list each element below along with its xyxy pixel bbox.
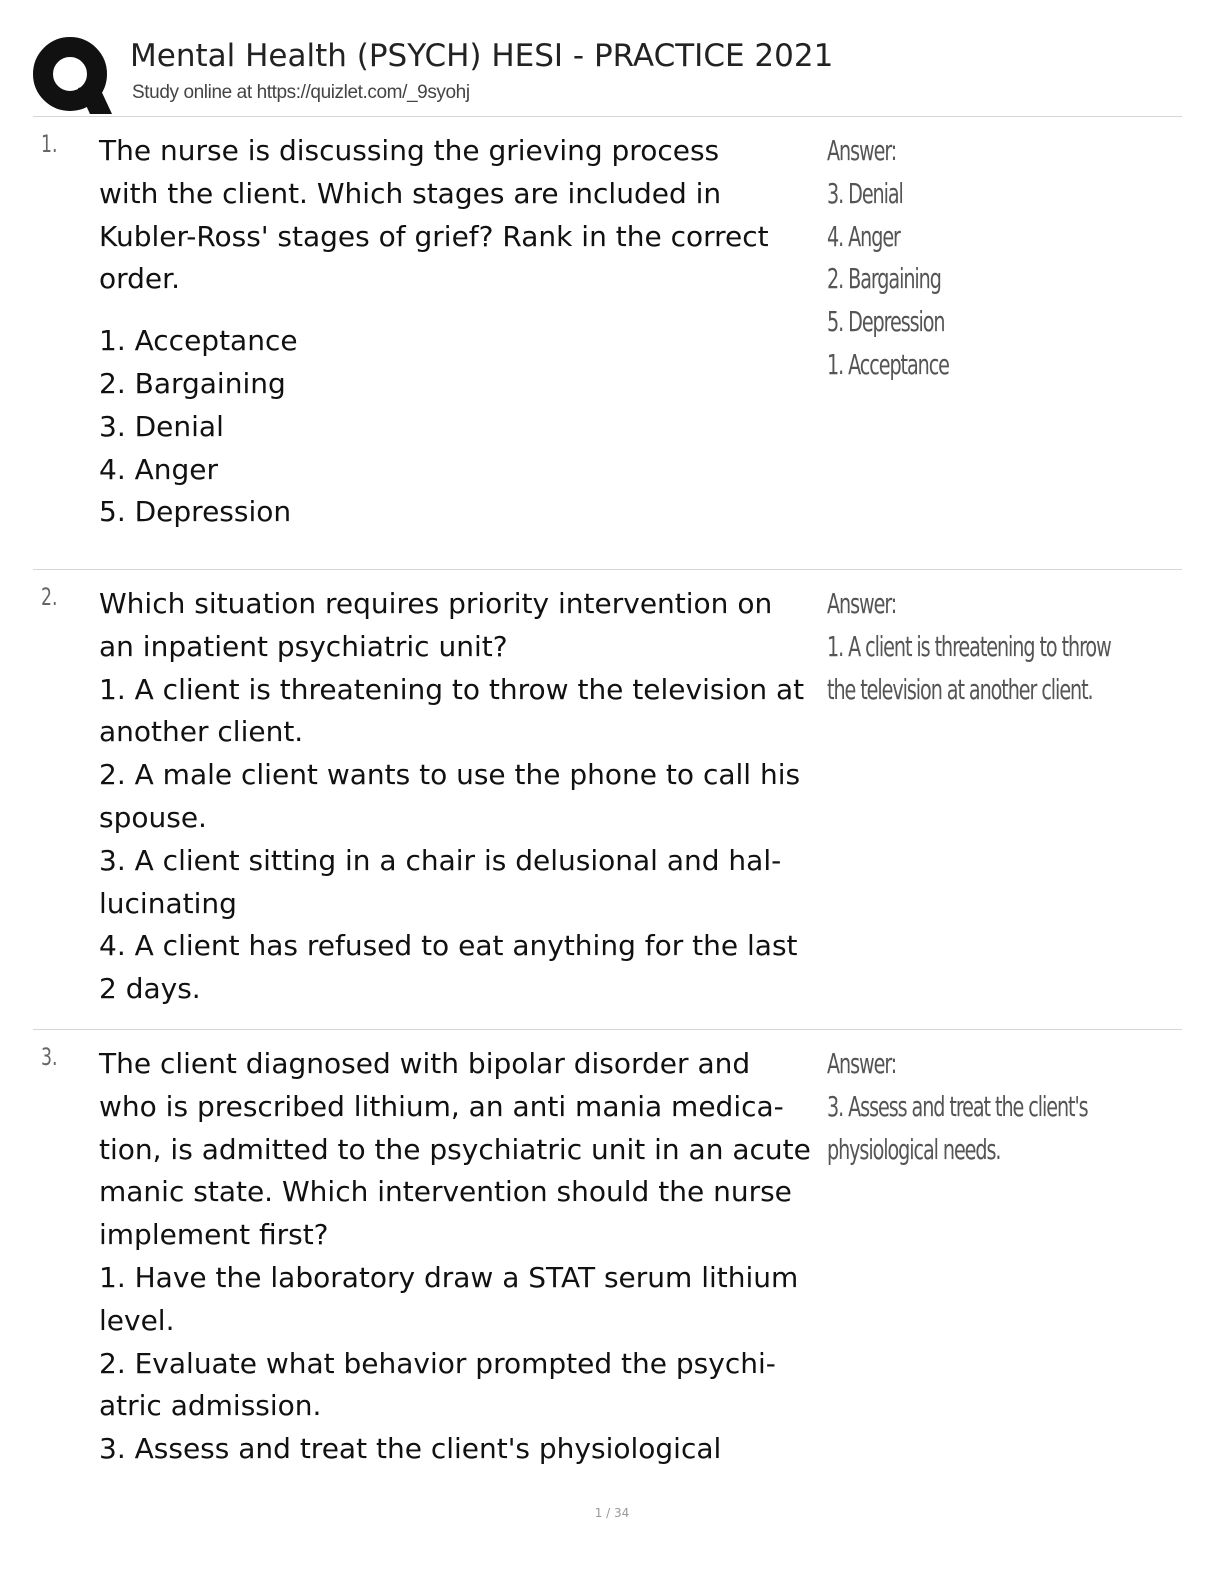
question-line: manic state. Which intervention should the nurse	[99, 1175, 792, 1209]
question-divider	[33, 1029, 1182, 1030]
question-line: Which situation requires priority intervention on	[99, 587, 773, 620]
question-line: who is prescribed lithium, an anti mania medica-	[99, 1089, 784, 1123]
answer-label: Answer:	[827, 1047, 897, 1080]
question-line: 2. Evaluate what behavior prompted the psychi-	[99, 1346, 776, 1380]
question-line: 1. Have the laboratory draw a STAT serum lithium	[99, 1260, 799, 1294]
question-line: lucinating	[99, 886, 237, 920]
page-header	[32, 30, 1182, 116]
answer-line: physiological needs.	[827, 1132, 1001, 1166]
answer-line: 2. Bargaining	[827, 262, 941, 296]
question-text	[99, 583, 839, 1011]
document-title: Mental Health (PSYCH) HESI - PRACTICE 2021	[130, 38, 834, 74]
question-line: 2 days.	[99, 972, 201, 1006]
answer-line: 3. Assess and treat the client's	[827, 1089, 1088, 1123]
question-line: another client.	[99, 715, 304, 749]
question-number: 3.	[41, 1043, 58, 1071]
page-number: 1 / 34	[594, 1506, 630, 1520]
question-line: 3. Assess and treat the client's physiological	[99, 1432, 722, 1466]
study-online-link[interactable]: Study online at https://quizlet.com/_9syohj	[132, 82, 470, 103]
question-line: implement first?	[99, 1218, 329, 1252]
answer-block	[827, 130, 1177, 387]
question-line: level.	[99, 1303, 175, 1337]
question-number: 1.	[41, 130, 58, 158]
answer-option: 4. Anger	[99, 452, 219, 486]
answer-option: 1. Acceptance	[99, 324, 298, 358]
question-text	[99, 130, 839, 534]
question-line: an inpatient psychiatric unit?	[99, 629, 508, 663]
answer-label: Answer:	[827, 587, 897, 620]
question-line: 1. A client is threatening to throw the television at	[99, 672, 805, 706]
answer-option: 2. Bargaining	[99, 366, 286, 400]
question-line: 2. A male client wants to use the phone to call his	[99, 758, 801, 792]
question-line: The nurse is discussing the grieving process	[99, 134, 720, 167]
quizlet-q-logo-icon	[32, 36, 112, 116]
answer-block	[827, 583, 1177, 711]
question-line: tion, is admitted to the psychiatric unit in an acute	[99, 1132, 811, 1166]
question-line: Kubler-Ross' stages of grief? Rank in the correct	[99, 219, 769, 253]
question-line: 3. A client sitting in a chair is delusional and hal-	[99, 843, 782, 877]
answer-line: 3. Denial	[827, 176, 903, 210]
answer-block	[827, 1043, 1177, 1171]
answer-line: 4. Anger	[827, 219, 900, 253]
question-divider	[33, 569, 1182, 570]
answer-option: 3. Denial	[99, 409, 224, 443]
answer-option: 5. Depression	[99, 495, 292, 529]
answer-line: 5. Depression	[827, 305, 945, 339]
question-line: The client diagnosed with bipolar disorder and	[99, 1047, 751, 1080]
header-divider	[33, 116, 1182, 117]
question-line: with the client. Which stages are included in	[99, 176, 722, 210]
question-line: spouse.	[99, 800, 207, 834]
answer-line: 1. A client is threatening to throw	[827, 629, 1111, 663]
question-line: order.	[99, 262, 180, 296]
answer-line: 1. Acceptance	[827, 347, 949, 381]
question-line: atric admission.	[99, 1389, 322, 1423]
question-text	[99, 1043, 839, 1471]
answer-line: the television at another client.	[827, 672, 1093, 706]
question-line: 4. A client has refused to eat anything for the last	[99, 929, 798, 963]
question-number: 2.	[41, 583, 58, 611]
answer-label: Answer:	[827, 134, 897, 167]
